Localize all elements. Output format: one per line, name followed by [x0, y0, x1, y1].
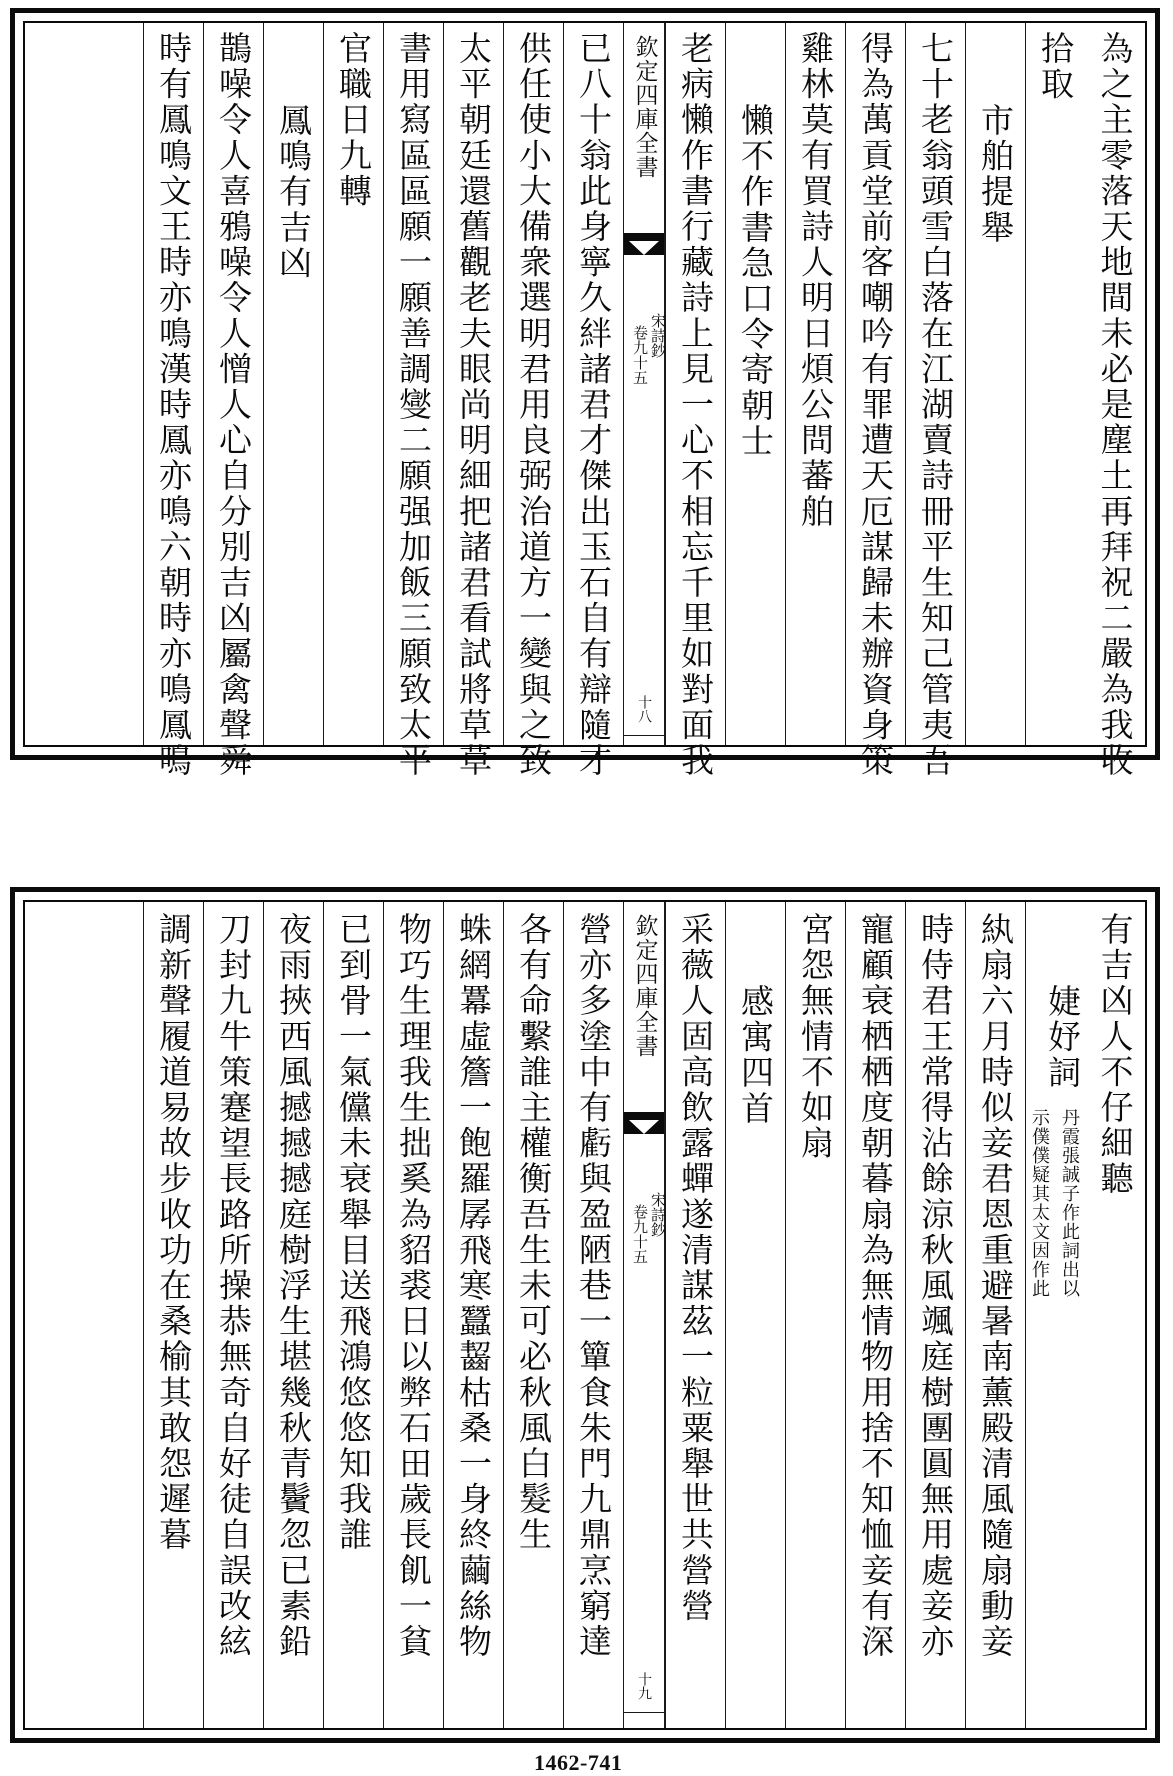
- center-strip: [623, 902, 665, 1728]
- volume-label: 卷九十五: [631, 325, 649, 385]
- lower-leaf-frame: [23, 900, 1147, 1730]
- text-column: [143, 902, 203, 1728]
- column-text: 各有命繫誰主權衡吾生未可必秋風白髮生: [514, 912, 553, 1553]
- column-text: 鳳鳴有吉凶: [274, 103, 313, 281]
- text-column: [503, 902, 563, 1728]
- column-text: 市舶提舉: [976, 103, 1015, 246]
- column-text: 時有鳳鳴文王時亦鳴漢時鳳亦鳴六朝時亦鳴鳳鳴: [154, 31, 193, 779]
- column-text: 采薇人固高飲露蟬遂清謀茲一粒粟舉世共營營: [676, 912, 715, 1624]
- text-column: [665, 902, 725, 1728]
- column-text: 得為萬貢堂前客嘲吟有罪遭天厄謀歸未辦資身策: [856, 31, 895, 779]
- column-text: 雞林莫有買詩人明日煩公問蕃舶: [796, 31, 835, 530]
- column-text: 物巧生理我生拙奚為貂裘日以弊石田歲長飢一貧: [394, 912, 433, 1660]
- text-column: [905, 23, 965, 779]
- collection-title: 欽定四庫全書: [631, 35, 658, 179]
- column-text: 拾取: [1036, 31, 1075, 103]
- text-column: [1085, 23, 1145, 779]
- column-text: 寵顧衰栖栖度朝暮扇為無情物用捨不知恤妾有深: [856, 912, 895, 1660]
- leaf-rule: [624, 1712, 664, 1713]
- text-column: [785, 23, 845, 745]
- column-text: 鵲噪令人喜鴉噪令人憎人心自分別吉凶屬禽聲舜: [214, 31, 253, 779]
- inline-note-line: 丹霞張誠子作此詞出以: [1059, 1108, 1080, 1298]
- column-text: 營亦多塗中有虧與盈陋巷一簞食朱門九鼎烹窮達: [574, 912, 613, 1660]
- text-column: [263, 902, 323, 1728]
- text-column: [503, 23, 563, 779]
- column-text: 已到骨一氣儻未衰舉目送飛鴻悠悠知我誰: [334, 912, 373, 1553]
- text-column: [665, 23, 725, 779]
- text-column: [905, 902, 965, 1728]
- text-column: [323, 902, 383, 1728]
- column-text: 蛛網羃虛簷一飽羅孱飛寒蠶齧枯桑一身終繭絲物: [454, 912, 493, 1660]
- upper-leaf: [10, 8, 1160, 779]
- text-column: [845, 23, 905, 779]
- text-column: [323, 23, 383, 745]
- page-number: 1462-741: [534, 1750, 623, 1775]
- text-column: [725, 23, 785, 745]
- center-strip: [623, 23, 665, 745]
- lower-leaf-columns: [25, 902, 1145, 1728]
- column-text: 刀封九牛策蹇望長路所操恭無奇自好徒自誤改絃: [214, 912, 253, 1660]
- column-text: 懶不作書急口令寄朝士: [736, 103, 775, 459]
- text-column: [143, 23, 203, 779]
- column-text: 時侍君王常得沾餘涼秋風颯庭樹團圓無用處妾亦: [916, 912, 955, 1660]
- text-column: [725, 902, 785, 1728]
- column-text: 太平朝廷還舊觀老夫眼尚明細把諸君看試將草草: [454, 31, 493, 779]
- text-column: [383, 902, 443, 1728]
- text-column: [1085, 902, 1145, 1728]
- text-column: [203, 902, 263, 1728]
- text-column: [203, 23, 263, 779]
- text-column: [443, 23, 503, 779]
- column-text: 夜雨挾西風撼撼撼庭樹浮生堪幾秋青鬢忽已素鉛: [274, 912, 313, 1660]
- column-text: 已八十翁此身寧久絆諸君才傑出玉石自有辯隨才: [574, 31, 613, 779]
- book-title: 宋詩鈔: [649, 1192, 667, 1237]
- column-text: 感寓四首: [736, 984, 775, 1127]
- fishtail-mark: [624, 233, 664, 259]
- text-column: [383, 23, 443, 779]
- text-column: [965, 902, 1025, 1728]
- text-column: [563, 902, 623, 1728]
- collection-title: 欽定四庫全書: [631, 914, 658, 1058]
- text-column: [965, 23, 1025, 745]
- fishtail-mark: [624, 1112, 664, 1138]
- text-column: [563, 23, 623, 779]
- leaf-number: 十八: [636, 695, 652, 723]
- column-text: 為之主零落天地間未必是塵土再拜祝二嚴為我收: [1095, 31, 1135, 779]
- upper-leaf-frame: [23, 21, 1147, 779]
- text-column: [1025, 23, 1085, 745]
- book-title: 宋詩鈔: [649, 313, 667, 358]
- column-text: 紈扇六月時似妾君恩重避暑南薰殿清風隨扇動妾: [976, 912, 1015, 1660]
- text-column: [443, 902, 503, 1728]
- text-column: [845, 902, 905, 1728]
- column-text: 供任使小大備衆選明君用良弼治道方一變與之致: [514, 31, 553, 779]
- inline-note-line: 示僕僕疑其太文因作此: [1029, 1108, 1050, 1298]
- column-text: 婕妤詞: [1043, 984, 1083, 1091]
- text-column: [1025, 902, 1085, 1728]
- leaf-rule: [624, 735, 664, 736]
- column-text: 官職日九轉: [334, 31, 373, 209]
- column-text: 書用寫區區願一願善調燮二願强加飯三願致太平: [394, 31, 433, 779]
- column-text: 老病懶作書行藏詩上見一心不相忘千里如對面我: [676, 31, 715, 779]
- column-text: 調新聲履道易故步收功在桑榆其敢怨遲暮: [154, 912, 193, 1553]
- leaf-number: 十九: [636, 1672, 652, 1700]
- column-text: 七十老翁頭雪白落在江湖賣詩冊平生知己管夷吾: [916, 31, 955, 779]
- upper-leaf-columns: [25, 23, 1145, 779]
- text-column: [785, 902, 845, 1728]
- text-column: [263, 23, 323, 745]
- column-text: 宮怨無情不如扇: [796, 912, 835, 1162]
- volume-label: 卷九十五: [631, 1204, 649, 1264]
- lower-leaf: [10, 887, 1160, 1743]
- column-text: 有吉凶人不仔細聽: [1095, 912, 1135, 1197]
